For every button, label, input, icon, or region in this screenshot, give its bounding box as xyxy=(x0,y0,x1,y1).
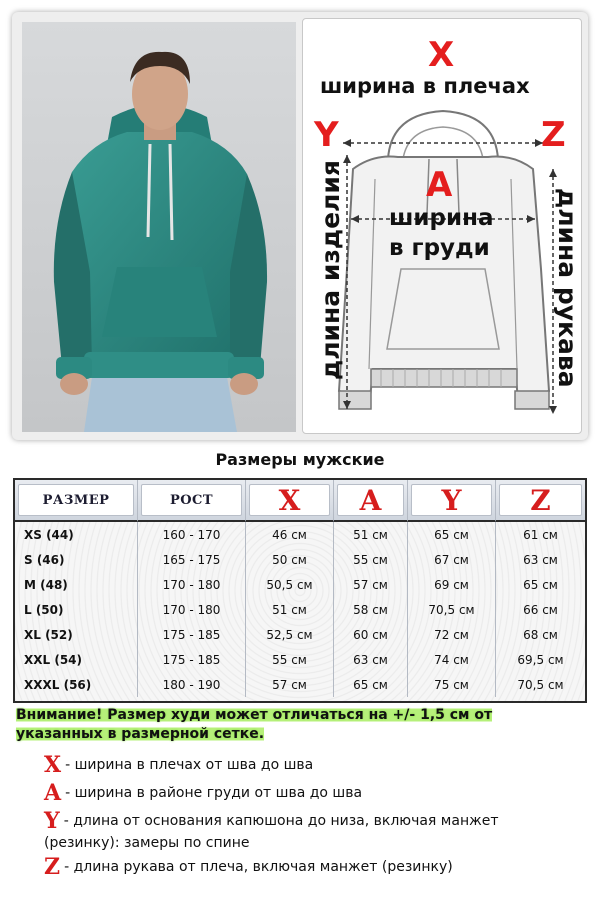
a-cell: 65 см xyxy=(334,672,408,697)
height-cell: 165 - 175 xyxy=(138,547,246,572)
header-a: A xyxy=(334,480,408,522)
a-cell: 57 см xyxy=(334,572,408,597)
a-letter: A xyxy=(426,165,453,205)
z-cell: 66 см xyxy=(523,602,558,617)
y-cell: 67 см xyxy=(408,547,496,572)
header-y: Y xyxy=(408,480,496,522)
size-cell: S (46) xyxy=(15,547,138,572)
shoulder-width-label: ширина в плечах xyxy=(320,74,530,98)
a-cell: 51 см xyxy=(334,522,408,547)
x-cell: 46 см xyxy=(246,522,334,547)
header-z: Z xyxy=(496,480,585,522)
header-size: РАЗМЕР xyxy=(15,480,138,522)
size-cell: XXXL (56) xyxy=(15,672,138,697)
warning-line-2: указанных в размерной сетке. xyxy=(16,726,265,742)
z-cell: 70,5 см xyxy=(517,677,564,692)
height-cell: 170 - 180 xyxy=(138,572,246,597)
table-row xyxy=(15,547,585,572)
legend-letter-a: A xyxy=(44,780,62,806)
legend-text-x: - ширина в плечах от шва до шва xyxy=(65,757,314,773)
model-in-hoodie-illustration xyxy=(22,22,296,432)
z-letter: Z xyxy=(541,115,566,155)
legend-y xyxy=(44,810,544,854)
warning-line-1: Внимание! Размер худи может отличаться на +/- 1,5 см от xyxy=(16,707,493,723)
z-cell: 61 см xyxy=(523,527,558,542)
z-cell: 63 см xyxy=(523,552,558,567)
a-cell: 55 см xyxy=(334,547,408,572)
height-cell: 180 - 190 xyxy=(138,672,246,697)
table-row xyxy=(15,622,585,647)
legend-letter-x: X xyxy=(44,752,62,778)
a-cell: 63 см xyxy=(334,647,408,672)
legend-text-a: - ширина в районе груди от шва до шва xyxy=(65,785,363,801)
chest-width-label-line2: в груди xyxy=(389,235,490,261)
model-photo xyxy=(22,22,296,432)
size-table xyxy=(13,478,587,703)
legend-a xyxy=(44,782,544,804)
legend-text-z: - длина рукава от плеча, включая манжет (резинку) xyxy=(64,859,453,875)
y-cell: 74 см xyxy=(408,647,496,672)
y-cell: 65 см xyxy=(408,522,496,547)
sleeve-length-label: длина рукава xyxy=(553,187,582,388)
table-row xyxy=(15,597,585,622)
x-cell: 57 см xyxy=(246,672,334,697)
table-row xyxy=(15,572,585,597)
header-x: X xyxy=(246,480,334,522)
height-cell: 175 - 185 xyxy=(138,622,246,647)
legend-x xyxy=(44,754,544,776)
y-cell: 70,5 см xyxy=(408,597,496,622)
height-cell: 170 - 180 xyxy=(138,597,246,622)
z-cell: 68 см xyxy=(523,627,558,642)
item-length-label: длина изделия xyxy=(316,160,345,380)
size-cell: XXL (54) xyxy=(15,647,138,672)
height-cell: 175 - 185 xyxy=(138,647,246,672)
y-cell: 69 см xyxy=(408,572,496,597)
x-cell: 51 см xyxy=(246,597,334,622)
x-letter: X xyxy=(428,35,455,75)
size-cell: L (50) xyxy=(15,597,138,622)
size-cell: XL (52) xyxy=(15,622,138,647)
size-warning xyxy=(16,706,576,744)
table-row xyxy=(15,647,585,672)
y-letter: Y xyxy=(314,115,339,155)
size-cell: M (48) xyxy=(15,572,138,597)
y-cell: 75 см xyxy=(408,672,496,697)
a-cell: 58 см xyxy=(334,597,408,622)
table-row xyxy=(15,672,585,697)
a-cell: 60 см xyxy=(334,622,408,647)
x-cell: 55 см xyxy=(246,647,334,672)
x-cell: 50 см xyxy=(246,547,334,572)
z-cell: 65 см xyxy=(523,577,558,592)
x-cell: 52,5 см xyxy=(246,622,334,647)
legend-letter-z: Z xyxy=(44,854,61,880)
x-cell: 50,5 см xyxy=(246,572,334,597)
header-height: РОСТ xyxy=(138,480,246,522)
table-title: Размеры мужские xyxy=(215,450,385,469)
y-cell: 72 см xyxy=(408,622,496,647)
table-header-row xyxy=(15,480,585,522)
legend-z xyxy=(44,856,544,878)
height-cell: 160 - 170 xyxy=(138,522,246,547)
legend-text-y: - длина от основания капюшона до низа, включая манжет (резинку): замеры по спине xyxy=(44,813,499,851)
legend-letter-y: Y xyxy=(44,808,60,834)
chest-width-label-line1: ширина xyxy=(389,205,494,231)
size-cell: XS (44) xyxy=(15,522,138,547)
table-row xyxy=(15,522,585,547)
z-cell: 69,5 см xyxy=(517,652,564,667)
